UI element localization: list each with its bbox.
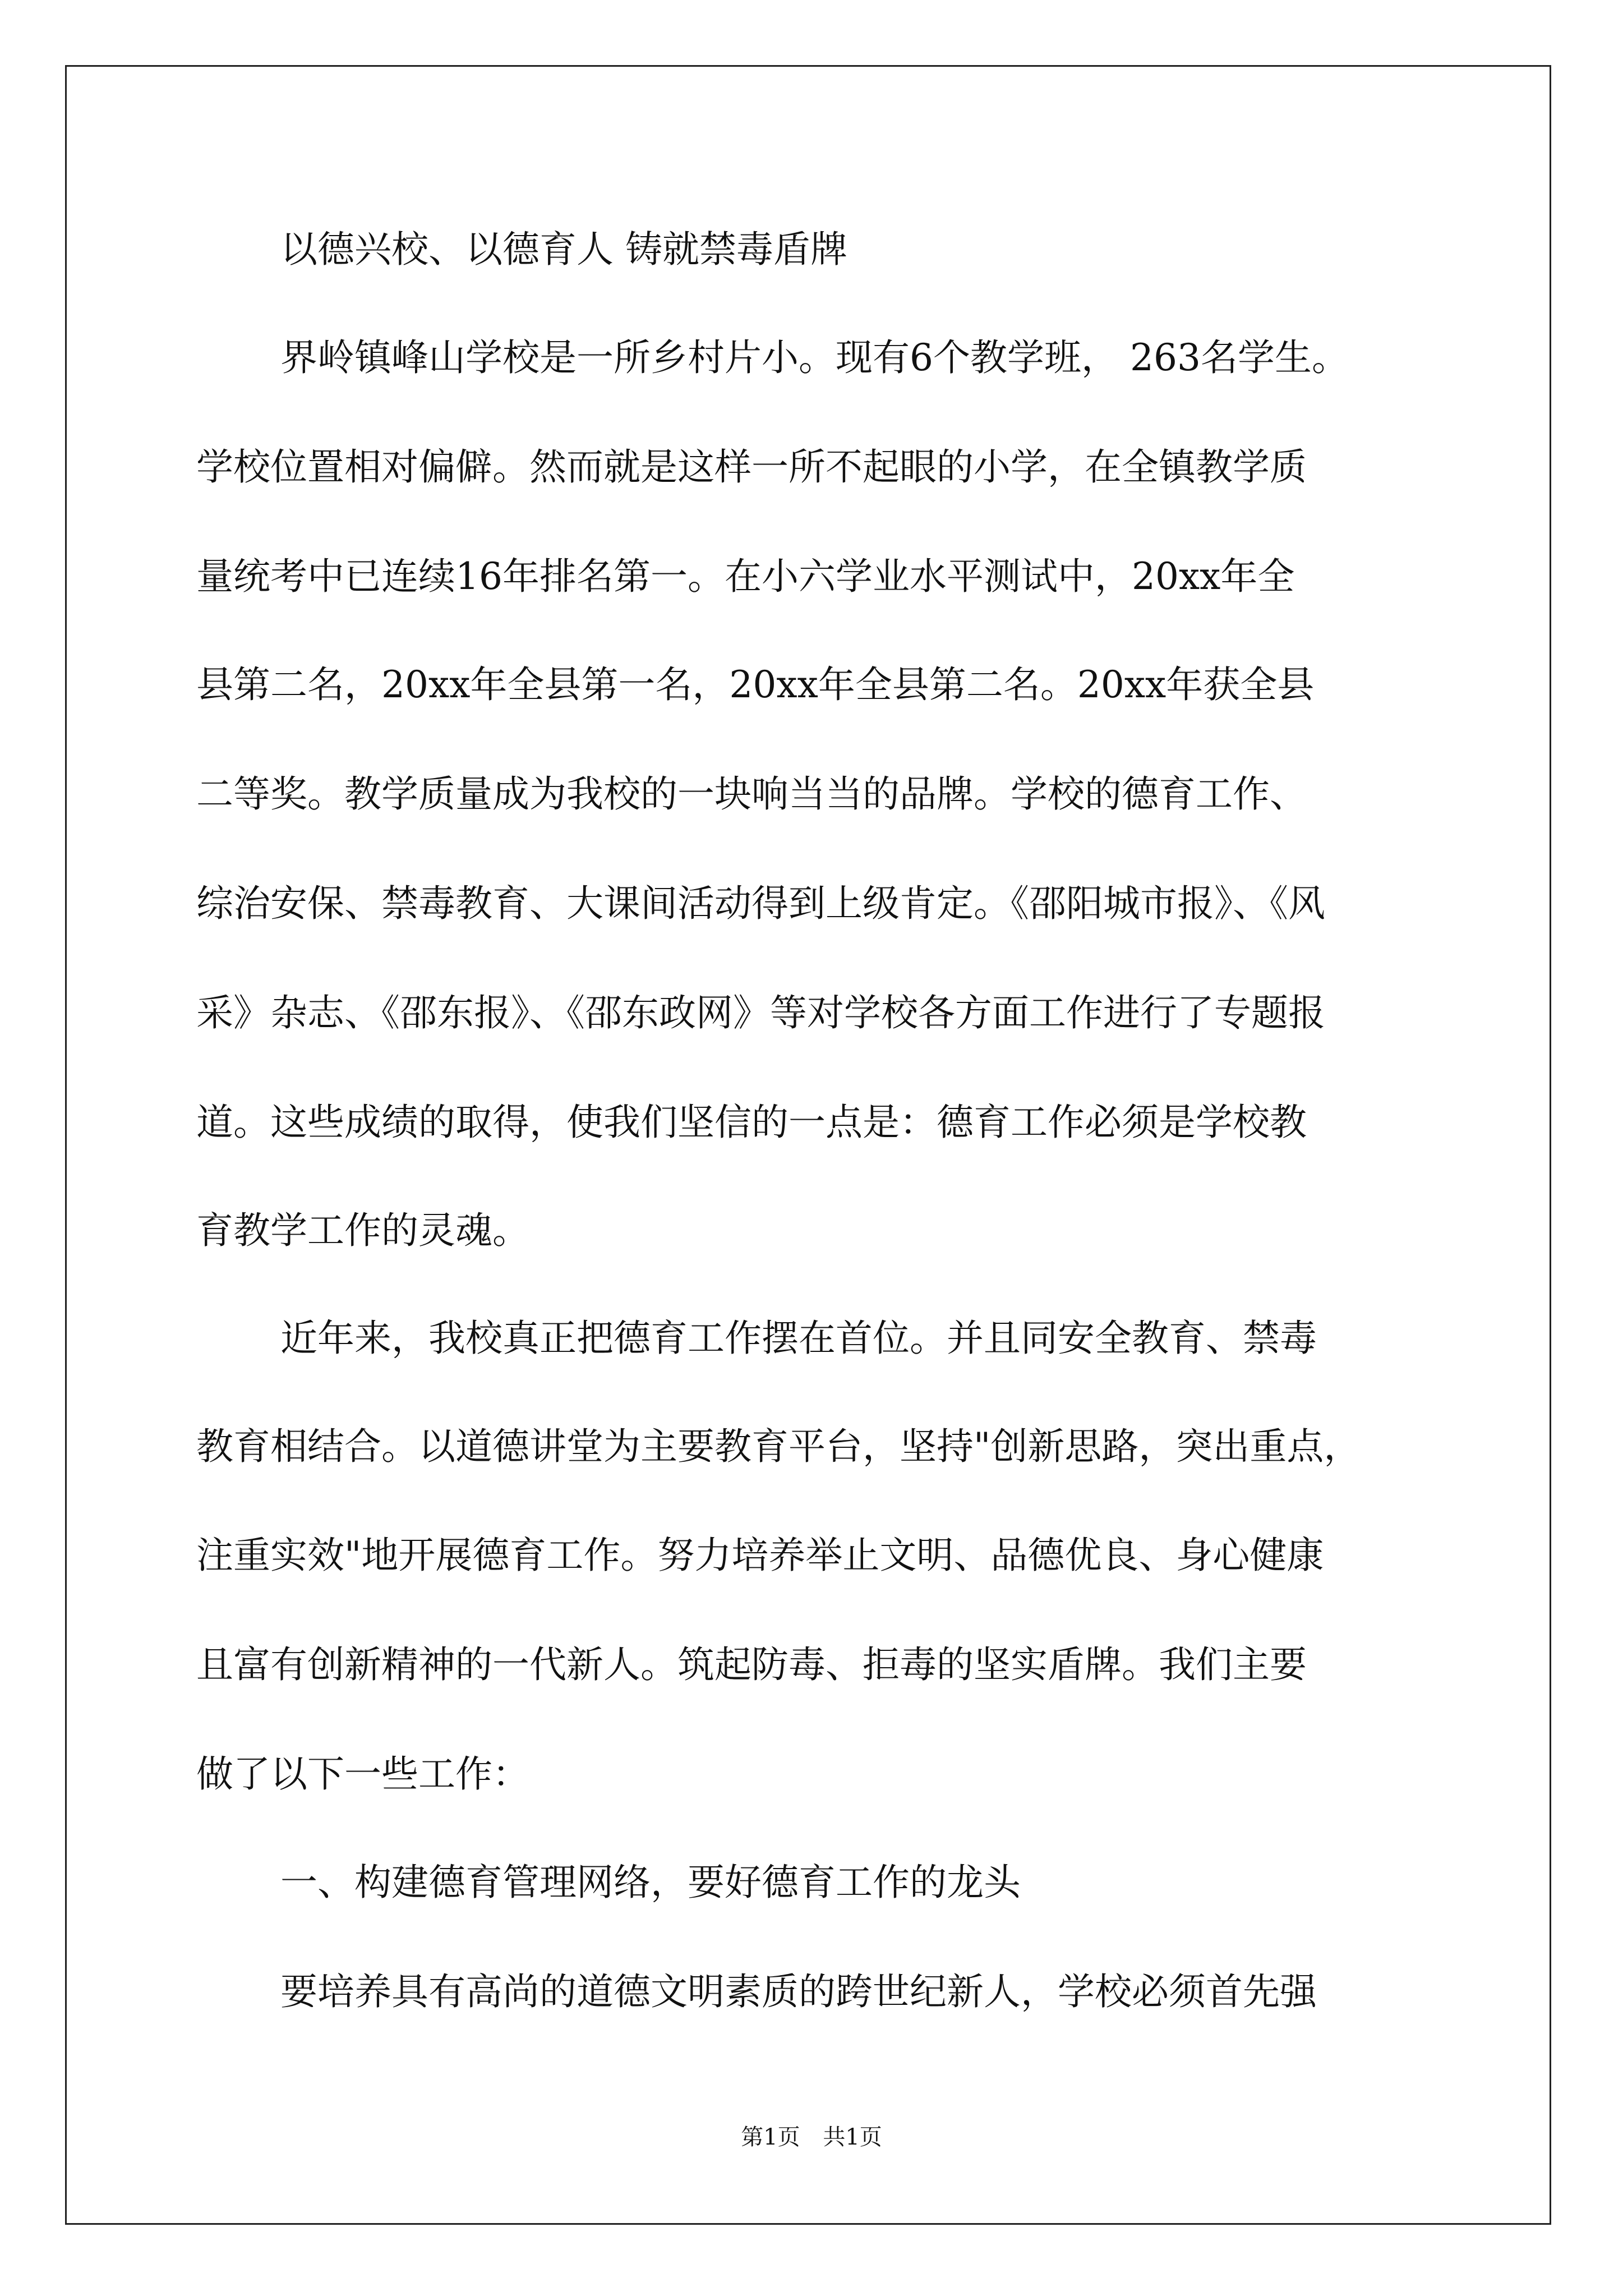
paragraph-line: 二等奖。教学质量成为我校的一块响当当的品牌。学校的德育工作、: [196, 772, 1307, 816]
page-number: 第1页: [741, 2124, 800, 2150]
paragraph-line: 且富有创新精神的一代新人。筑起防毒、拒毒的坚实盾牌。我们主要: [196, 1643, 1307, 1686]
document-title: 以德兴校、以德育人 铸就禁毒盾牌: [280, 228, 847, 271]
paragraph-line: 综治安保、禁毒教育、大课间活动得到上级肯定。《邵阳城市报》、《风: [196, 882, 1325, 925]
paragraph-line: 近年来，我校真正把德育工作摆在首位。并且同安全教育、禁毒: [280, 1317, 1317, 1360]
paragraph-line: 注重实效"地开展德育工作。努力培养举止文明、品德优良、身心健康: [196, 1534, 1324, 1577]
paragraph-line: 学校位置相对偏僻。然而就是这样一所不起眼的小学，在全镇教学质: [196, 445, 1307, 489]
paragraph-line: 教育相结合。以道德讲堂为主要教育平台，坚持"创新思路，突出重点，: [196, 1425, 1361, 1468]
paragraph-line: 做了以下一些工作：: [196, 1752, 529, 1796]
paragraph-line: 界岭镇峰山学校是一所乡村片小。现有6个教学班， 263名学生。: [280, 336, 1349, 379]
paragraph-line: 县第二名，20xx年全县第一名，20xx年全县第二名。20xx年获全县: [196, 663, 1315, 706]
page-total: 共1页: [823, 2124, 882, 2150]
paragraph-line: 道。这些成绩的取得，使我们坚信的一点是：德育工作必须是学校教: [196, 1101, 1307, 1144]
paragraph-line: 采》杂志、《邵东报》、《邵东政网》等对学校各方面工作进行了专题报: [196, 991, 1325, 1034]
paragraph-line: 要培养具有高尚的道德文明素质的跨世纪新人，学校必须首先强: [280, 1970, 1317, 2013]
paragraph-line: 育教学工作的灵魂。: [196, 1209, 529, 1252]
section-heading: 一、构建德育管理网络，要好德育工作的龙头: [280, 1861, 1021, 1904]
paragraph-line: 量统考中已连续16年排名第一。在小六学业水平测试中，20xx年全: [196, 555, 1295, 598]
page-footer: [0, 2126, 1623, 2148]
